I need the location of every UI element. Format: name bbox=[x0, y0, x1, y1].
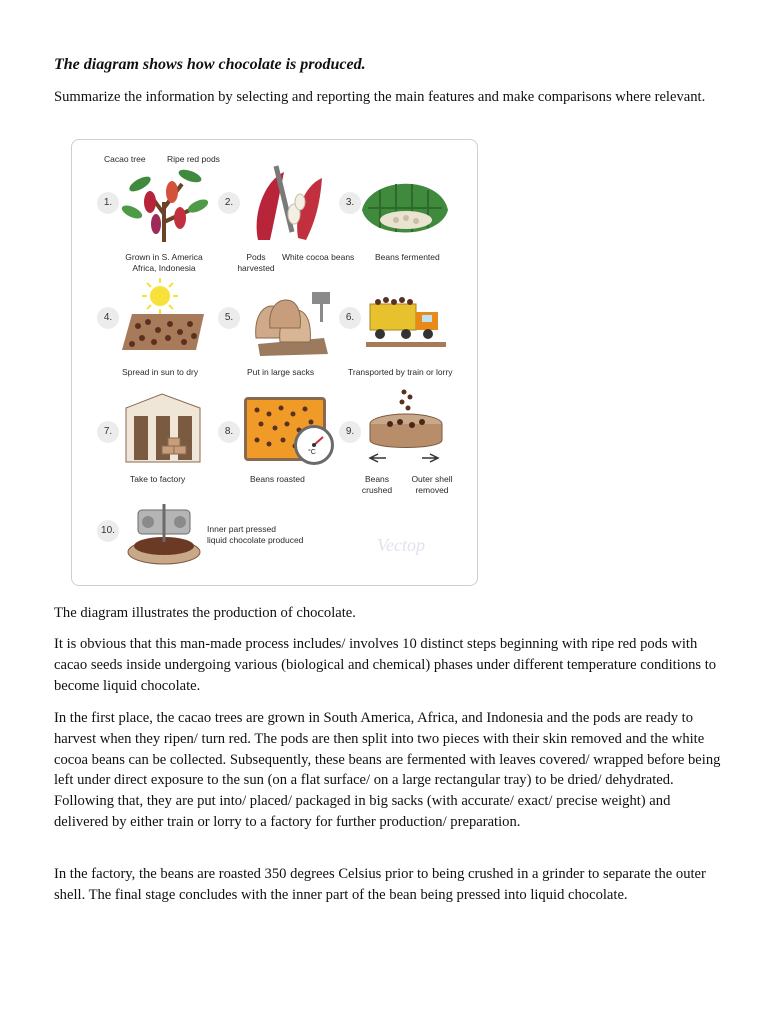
caption-step-6: Transported by train or lorry bbox=[348, 367, 453, 377]
sacks-icon bbox=[248, 288, 334, 356]
task-instruction: Summarize the information by selecting and reporting the main features and make comparisons where relevant. bbox=[54, 89, 706, 105]
caption-step-2: Pods harvested bbox=[237, 252, 275, 273]
step-number-10: 10. bbox=[97, 520, 119, 542]
sun-drying-tray-icon bbox=[118, 278, 210, 354]
grinder-icon bbox=[366, 388, 446, 468]
step-number-8: 8. bbox=[218, 421, 240, 443]
caption-step-9: Beans crushed bbox=[361, 474, 393, 495]
essay-paragraph-3: In the first place, the cacao trees are grown in South America, Africa, and Indonesia and the pods are ready to harvest when they ripen/ turn red. The pods are then split into two pieces with their skin removed and the white cocoa beans can be collected. Subsequently, these beans are fermented with leaves covered/ wrapped before being left under direct exposure to the sun (on a flat surface/ on a large rectangular tray) to be dried/ dehydrated. Following that, they are put into/ placed/ packaged in big sacks (with accurate/ exact/ precise weight) and delivered by either train or lorry to a factory for further production/ preparation. bbox=[54, 710, 721, 830]
label-white-cocoa-beans: White cocoa beans bbox=[282, 252, 355, 262]
step-number-5: 5. bbox=[218, 307, 240, 329]
thermometer-dial-icon bbox=[294, 425, 334, 465]
essay-paragraph-2: It is obvious that this man-made process includes/ involves 10 distinct steps beginning with ripe red pods with cacao seeds inside undergoing various (biological and chemical) phases under different temperature conditions to become liquid chocolate. bbox=[54, 636, 717, 694]
watermark: Vectop bbox=[377, 535, 425, 555]
step-number-7: 7. bbox=[97, 421, 119, 443]
fermenting-leaves-icon bbox=[360, 170, 450, 242]
step-number-9: 9. bbox=[339, 421, 361, 443]
factory-icon bbox=[122, 390, 204, 466]
cacao-tree-icon bbox=[120, 162, 208, 244]
label-cacao-tree: Cacao tree bbox=[104, 154, 146, 164]
label-outer-shell-removed: Outer shell removed bbox=[411, 474, 453, 495]
page-title: The diagram shows how chocolate is produced. bbox=[54, 56, 366, 73]
step-number-2: 2. bbox=[218, 192, 240, 214]
step-number-1: 1. bbox=[97, 192, 119, 214]
caption-step-7: Take to factory bbox=[130, 474, 186, 484]
caption-step-3: Beans fermented bbox=[375, 252, 440, 262]
caption-step-4: Spread in sun to dry bbox=[122, 367, 199, 377]
press-machine-icon bbox=[124, 502, 204, 568]
step-number-3: 3. bbox=[339, 192, 361, 214]
split-pod-icon bbox=[248, 162, 328, 244]
lorry-icon bbox=[366, 290, 446, 352]
step-number-4: 4. bbox=[97, 307, 119, 329]
caption-step-8: Beans roasted bbox=[250, 474, 305, 484]
caption-step-5: Put in large sacks bbox=[247, 367, 315, 377]
step-number-6: 6. bbox=[339, 307, 361, 329]
caption-step-1: Grown in S. America Africa, Indonesia bbox=[125, 252, 203, 273]
caption-step-10: Inner part pressed liquid chocolate produced bbox=[207, 524, 304, 545]
process-diagram bbox=[71, 139, 478, 586]
essay-paragraph-1: The diagram illustrates the production of chocolate. bbox=[54, 605, 356, 621]
essay-paragraph-4: In the factory, the beans are roasted 350 degrees Celsius prior to being crushed in a grinder to separate the outer shell. The final stage concludes with the inner part of the bean being pressed into liquid chocolate. bbox=[54, 866, 706, 903]
thermometer-unit: °C bbox=[308, 449, 316, 456]
label-ripe-red-pods: Ripe red pods bbox=[167, 154, 220, 164]
